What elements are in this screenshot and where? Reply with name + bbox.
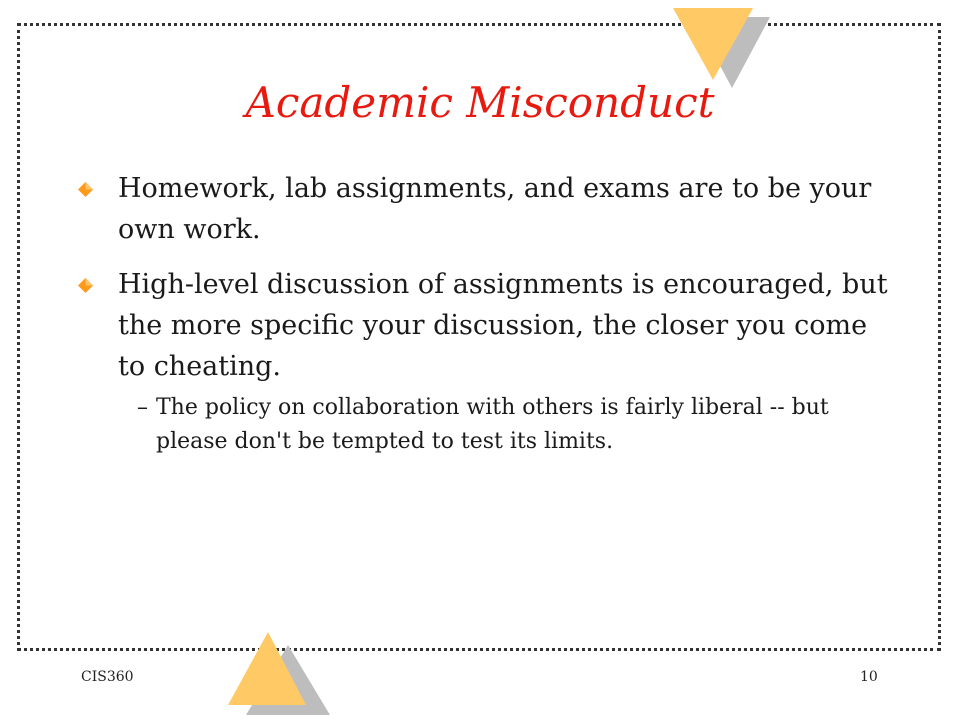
sub-bullet-text: The policy on collaboration with others is fairly liberal -- but please don't be tempted to test its limits. [156, 395, 829, 454]
footer-page-number: 10 [860, 669, 878, 685]
bullet-list [78, 168, 898, 473]
down-pointing-triangle-icon [673, 8, 770, 88]
footer-course: CIS360 [81, 669, 134, 685]
up-pointing-triangle-icon [228, 632, 330, 715]
orange-diamond-bullet-icon [78, 278, 93, 293]
sub-bullet-list [118, 391, 898, 459]
orange-diamond-bullet-icon [78, 182, 93, 197]
sub-bullet-item [137, 391, 898, 459]
dash-marker: – [137, 395, 148, 420]
slide-title: Academic Misconduct [245, 78, 715, 127]
bullet-item [78, 168, 898, 250]
bullet-item [78, 264, 898, 459]
bullet-text: Homework, lab assignments, and exams are to be your own work. [118, 173, 872, 245]
bullet-text: High-level discussion of assignments is encouraged, but the more specific your discussion, the closer you come to cheating. [118, 269, 888, 382]
